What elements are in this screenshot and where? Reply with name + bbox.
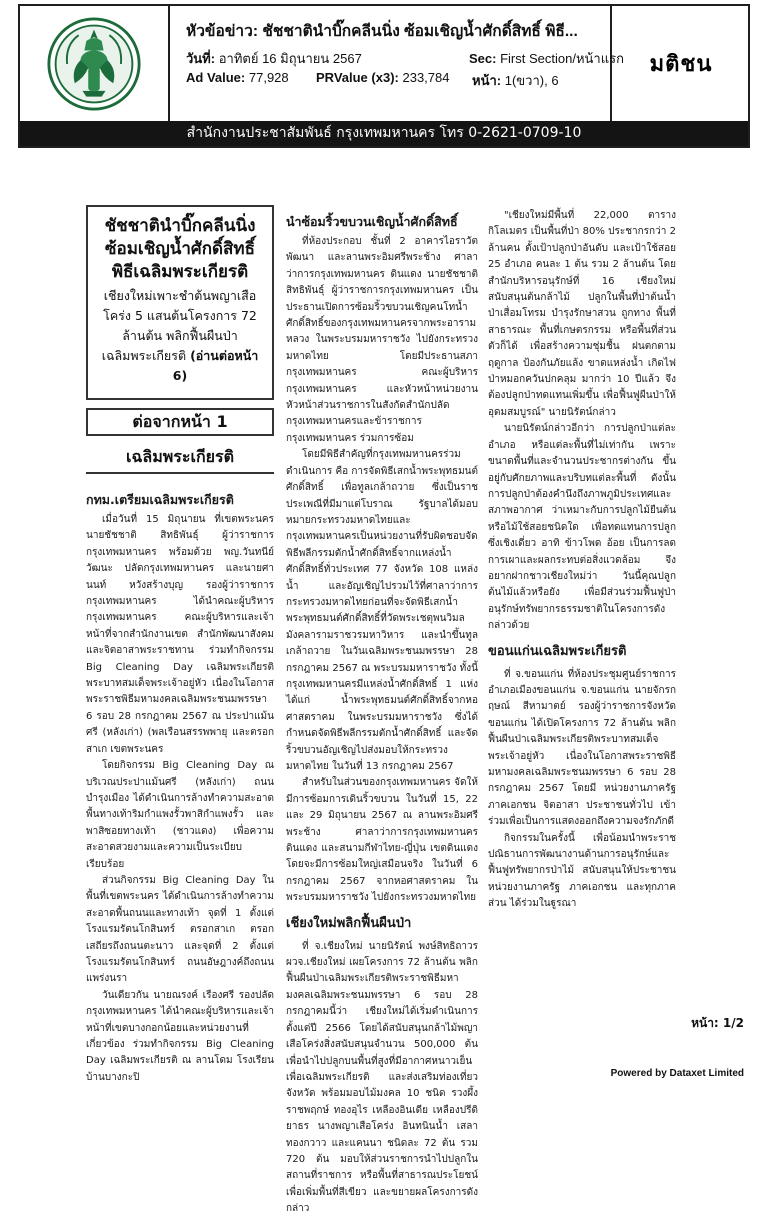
date-label: วันที่:	[186, 51, 216, 66]
clipping-info	[170, 6, 624, 121]
page-marker: หน้า: 1/2	[691, 1016, 744, 1030]
section-value: First Section/หน้าแรก	[500, 51, 624, 66]
pr-value-label: PRValue (x3):	[316, 70, 399, 85]
subheadline-text: เชียงใหม่เพาะชำต้นพญาเสือโคร่ง 5 แสนต้นโครงการ 72 ล้านต้น พลิกฟื้นผืนป่าเฉลิมพระเกียรติ	[101, 288, 257, 363]
ad-value-label: Ad Value:	[186, 70, 246, 85]
article-column-2	[286, 208, 478, 1218]
article-column-3	[488, 208, 676, 913]
value-line	[186, 70, 600, 92]
page-value: 1(ขวา), 6	[504, 73, 559, 88]
paragraph: สำหรับในส่วนของกรุงเทพมหานคร จัดให้มีการซ้อมการเดินริ้วขบวน ในวันที่ 15, 22 และ 29 มิถุนายน 2567 ณ ลานพระอิมศรีพระช้าง ศาลาว่าการกรุงเทพมหานคร ดินแดง และสนามกีฬาไทย-ญี่ปุ่น เขตดินแดง โดยจะมีการซ้อมใหญ่เสมือนจริง ในวันที่ 6 กรกฎาคม 2567 จากหอศาสตราคม ในพระบรมมหาราชวัง ไปยังกระทรวงมหาดไทย	[286, 777, 478, 904]
section-heading: เฉลิมพระเกียรติ	[86, 442, 274, 474]
article-column-1	[86, 486, 274, 1086]
clipping-title: ชัชชาตินำบิ๊กคลีนนิ่ง ซ้อมเชิญน้ำศักดิ์สิทธิ์ พิธี...	[262, 23, 578, 40]
publisher-name: มติชน	[649, 52, 713, 77]
article-headline: ชัชชาตินำบิ๊กคลีนนิ่ง ซ้อมเชิญน้ำศักดิ์สิทธิ์ พิธีเฉลิมพระเกียรติ	[104, 216, 256, 282]
paragraph: เมื่อวันที่ 15 มิถุนายน ที่เขตพระนคร นายชัชชาติ สิทธิพันธุ์ ผู้ว่าราชการกรุงเทพมหานคร พร้อมด้วย พญ.วันทนีย์ วัฒนะ ปลัดกรุงเทพมหานคร และนายศานนท์ หวังสร้างบุญ รองผู้ว่าราชการกรุงเทพมหานคร ได้นำคณะผู้บริหารกรุงเทพมหานคร คณะผู้บริหารและเจ้าหน้าที่จากสำนักงานเขต สำนักพัฒนาสังคม และจิตอาสาพระราชทาน ร่วมทำกิจกรรม Big Cleaning Day เฉลิมพระเกียรติพระบาทสมเด็จพระเจ้าอยู่หัว เนื่องในโอกาสพระราชพิธีมหามงคลเฉลิมพระชนมพรรษา 6 รอบ 28 กรกฎาคม 2567 ณ ประปาแม้นศรี (หลังเก่า) (พลเรือนสรรพพายุ และตรอกสาเก เขตพระนคร	[86, 514, 274, 755]
paragraph: กิจกรรมในครั้งนี้ เพื่อน้อมนำพระราชปณิธานการพัฒนางานด้านการอนุรักษ์และฟื้นฟูทรัพยากรป่าไม้ สนับสนุนให้ประชาชน หน่วยงานภาครัฐ ภาคเอกชน และทุกภาคส่วน ได้ร่วมในฐูรณา	[488, 832, 676, 910]
paragraph: "เชียงใหม่มีพื้นที่ 22,000 ตารางกิโลเมตร เป็นพื้นที่ป่า 80% ประชากรกว่า 2 ล้านคน ตั้งเป้าปลูกป่าอันดับ และเป้าใช้สอย 25 อำเภอ คนละ 1 ต้น รวม 2 ล้านต้น โดยสำนักบริหารอนุรักษ์ที่ 16 เชียงใหม่ สนับสนุนต้นกล้าไม้ ปลูกในพื้นที่ป่าต้นน้ำ ป่าเสื่อมโทรม บำรุงรักษาสวน ถูกทาง พื้นที่สาธารณะ พื้นที่เกษตรกรรม หรือพื้นที่ส่วนตัวก็ได้ เพื่อสร้างความชุ่มชื้น ฝนตกตามฤดูกาล ป้องกันภัยแล้ง ขาดแหล่งน้ำ เกิดไฟป่าหมอกควันปกคลุม มากว่า 10 ปีแล้ว จึงต้องปลูกป่าทดแทนเพิ่มขึ้น เพื่อฟื้นฟูผืนป่าให้อุดมสมบูรณ์" นายนิรัตน์กล่าว	[488, 210, 676, 418]
bma-seal-logo	[46, 16, 142, 112]
date-line	[186, 48, 624, 70]
continued-from-box: ต่อจากหน้า 1	[86, 408, 274, 436]
clipping-header	[18, 4, 750, 148]
page-label: หน้า:	[472, 73, 502, 88]
contact-bar: สำนักงานประชาสัมพันธ์ กรุงเทพมหานคร โทร 0-2621-0709-10	[20, 121, 748, 146]
paragraph: ส่วนกิจกรรม Big Cleaning Day ในพื้นที่เขตพระนคร ได้ดำเนินการล้างทำความสะอาดพื้นถนนและทางเท้า จุดที่ 1 ตั้งแต่โรงแรมรัตนโกสินทร์ ตรอกสาเก ตรอกเสถียรถึงถนนตะนาว และจุดที่ 2 ตั้งแต่โรงแรมรัตนโกสินทร์ ถนนอัษฎางค์ถึงถนนแพร่งนรา	[86, 874, 274, 985]
paragraph: โดยกิจกรรม Big Cleaning Day ณ บริเวณประปาแม้นศรี (หลังเก่า) ถนนบำรุงเมือง ได้ดำเนินการล้างทำความสะอาดพื้นทางเท้าริมกำแพงรั้วพาสิกำแพงรั้ว และพาสิซอยทางเท้า (ชาวแดง) เพื่อความสะอาดสวยงามและความเป็นระเบียบเรียบร้อย	[86, 760, 274, 870]
column-2-heading: นำซ้อมริ้วขบวนเชิญน้ำศักดิ์สิทธิ์	[286, 214, 458, 229]
date-value: อาทิตย์ 16 มิถุนายน 2567	[218, 51, 362, 66]
publisher-box	[612, 6, 750, 121]
paragraph: นายนิรัตน์กล่าวอีกว่า การปลูกป่าแต่ละอำเภอ หรือแต่ละพื้นที่ไม่เท่ากัน เพราะขนาดพื้นที่และจำนวนประชากรต่างกัน ขึ้นอยู่กับศักยภาพและบริบทแต่ละพื้นที่ ดังนั้น การปลูกป่าต้องคำนึงถึงภาพภูมิประเทศและสภาพอากาศ ว่าเหมาะกับการปลูกไม้ยืนต้นหรือไม้ใช้สอยชนิดใด เพื่อทดแทนการปลูกซึ่งเชิงเดี่ยว อาทิ ข้าวโพด อ้อย เป็นการลดการเผาและผลกระทบต่อสิ่งแวดล้อม จึงอยากฝากชาวเชียงใหม่ว่า วันนี้คุณปลูกต้นไม้แล้วหรือยัง เพื่อมีส่วนร่วมฟื้นฟูป่า อนุรักษ์ทรัพยากรธรรมชาติในโครงการดังกล่าวด้วย	[488, 423, 676, 632]
pr-value: 233,784	[402, 70, 450, 85]
paragraph: ที่ จ.ขอนแก่น ที่ห้องประชุมศูนย์ราชการอำเภอเมืองขอนแก่น จ.ขอนแก่น นายจักรกฤษณ์ สีหามาตย์ รองผู้ว่าราชการจังหวัดขอนแก่น ได้เปิดโครงการ 72 ล้านต้น พลิกฟื้นผืนป่าเฉลิมพระเกียรติพระบาทสมเด็จพระเจ้าอยู่หัว เนื่องในโอกาสพระราชพิธีมหามงคลเฉลิมพระชนมพรรษา 6 รอบ 28 กรกฎาคม 2567 โดยมี หน่วยงานภาครัฐ ภาคเอกชน จิตอาสา ประชาชนทั่วไป เข้าร่วมเพื่อเป็นการแสดงออกถึงความจงรักภักดี	[488, 668, 676, 828]
column-1-heading: กทม.เตรียมเฉลิมพระเกียรติ	[86, 492, 234, 507]
paragraph: วันเดียวกัน นายณรงค์ เรืองศรี รองปลัดกรุงเทพมหานคร ได้นำคณะผู้บริหารและเจ้าหน้าที่เขตบางกอกน้อยและหน่วยงานที่เกี่ยวข้อง ร่วมทำกิจกรรม Big Cleaning Day เฉลิมพระเกียรติ ณ ลานโดม โรงเรียนบ้านบางกะปิ	[86, 989, 274, 1083]
paragraph: ที่ห้องประกอบ ชั้นที่ 2 อาคารไอราวัตพัฒนา และลานพระอิมศรีพระช้าง ศาลาว่าการกรุงเทพมหานคร ดินแดง นายชัชชาติ สิทธิพันธุ์ ผู้ว่าราชการกรุงเทพมหานคร เป็นประธานเปิดการซ้อมริ้วขบวนเชิญคนโทน้ำศักดิ์สิทธิ์ของกรุงเทพมหานครจากพระอารามหลวง ในพระบรมมหาราชวัง ไปยังกระทรวงมหาดไทย โดยมีประธานสภากรุงเทพมหานคร คณะผู้บริหารกรุงเทพมหานคร และหัวหน้าหน่วยงาน หัวหน้าส่วนราชการในสังกัดสำนักปลัดกรุงเทพมหานครและข้าราชการกรุงเทพมหานคร ร่วมการซ้อม	[286, 236, 478, 444]
powered-by: Powered by Dataxet Limited	[610, 1068, 744, 1079]
paragraph: ที่ จ.เชียงใหม่ นายนิรัตน์ พงษ์สิทธิถาวร ผวจ.เชียงใหม่ เผยโครงการ 72 ล้านต้น พลิกฟื้นผืนป่าเฉลิมพระเกียรติพระราชพิธีมหามงคลเฉลิมพระชนมพรรษา 6 รอบ 28 กรกฎาคมนี้ว่า เชียงใหม่ได้เริ่มดำเนินการตั้งแต่ปี 2566 โดยได้สนับสนุนกล้าไม้พญาเสือโคร่งสิ่งสนับสนุนจำนวน 500,000 ต้น เพื่อนำไปปลูกบนพื้นที่สูงที่มีอากาศหนาวเย็นเพื่อเฉลิมพระเกียรติ และส่งเสริมท่องเที่ยวจังหวัด พร้อมมอบไม้มงคล 10 ชนิด รวงผึ้ง ราชพฤกษ์ ทองอุไร เหลืองอินเดีย เหลืองปรีดิยาธร นางพญาเสือโคร่ง อินทนินน้ำ เสลา ทองกวาว และแคนนา ชนิดละ 72 ต้น รวม 720 ต้น มอบให้ส่วนราชการนำไปปลูกในสถานที่ราชการ หรือพื้นที่สาธารณประโยชน์เพื่อเพิ่มพื้นที่สีเขียว และขยายผลโครงการดังกล่าว	[286, 940, 478, 1215]
column-3-heading: ขอนแก่นเฉลิมพระเกียรติ	[488, 643, 627, 659]
ad-value: 77,928	[248, 70, 289, 85]
headline-box	[86, 205, 274, 400]
bma-logo-box	[20, 6, 170, 121]
paragraph: โดยมีพิธีสำคัญที่กรุงเทพมหานครร่วมดำเนินการ คือ การจัดพิธีเสกน้ำพระพุทธมนต์ศักดิ์สิทธิ์ เพื่อทูลเกล้าถวาย ซึ่งเป็นราชประเพณีที่มีมาแต่โบราณ รัฐบาลได้มอบหมายกระทรวงมหาดไทยและกรุงเทพมหานครเป็นหน่วยงานที่รับผิดชอบจัดพิธีพลีกรรมตักน้ำศักดิ์สิทธิ์จากแหล่งน้ำศักดิ์สิทธิ์ทั่วประเทศ 77 จังหวัด 108 แหล่งน้ำ และอัญเชิญไปรวมไว้ที่ศาลาว่าการกระทรวงมหาดไทยก่อนที่จะจัดพิธีเสกน้ำพระพุทธมนต์ศักดิ์สิทธิ์ที่วัดพระเชตุพนวิมลมังคลารามราชวรมหาวิหาร และนำขึ้นทูลเกล้าถวาย ในวันเฉลิมพระชนมพรรษา 28 กรกฎาคม 2567 ณ พระบรมมหาราชวัง ทั้งนี้ กรุงเทพมหานครมีแหล่งน้ำศักดิ์สิทธิ์ 1 แห่ง ได้แก่ น้ำพระพุทธมนต์ศักดิ์สิทธิ์จากหอศาสตราคม ในพระบรมมหาราชวัง ซึ่งได้กำหนดจัดพิธีพลีกรรมตักน้ำศักดิ์สิทธิ์ และจัดริ้วขบวนอัญเชิญไปส่งมอบให้กระทรวงมหาดไทย ในวันที่ 13 กรกฎาคม 2567	[286, 449, 478, 772]
article-subheadline	[94, 286, 266, 386]
headline-line	[186, 18, 600, 48]
title-label: หัวข้อข่าว:	[186, 23, 258, 40]
column-2-subheading: เชียงใหม่พลิกฟื้นผืนป่า	[286, 915, 412, 931]
continue-note: (อ่านต่อหน้า 6)	[172, 348, 259, 383]
section-label: Sec:	[469, 51, 497, 66]
